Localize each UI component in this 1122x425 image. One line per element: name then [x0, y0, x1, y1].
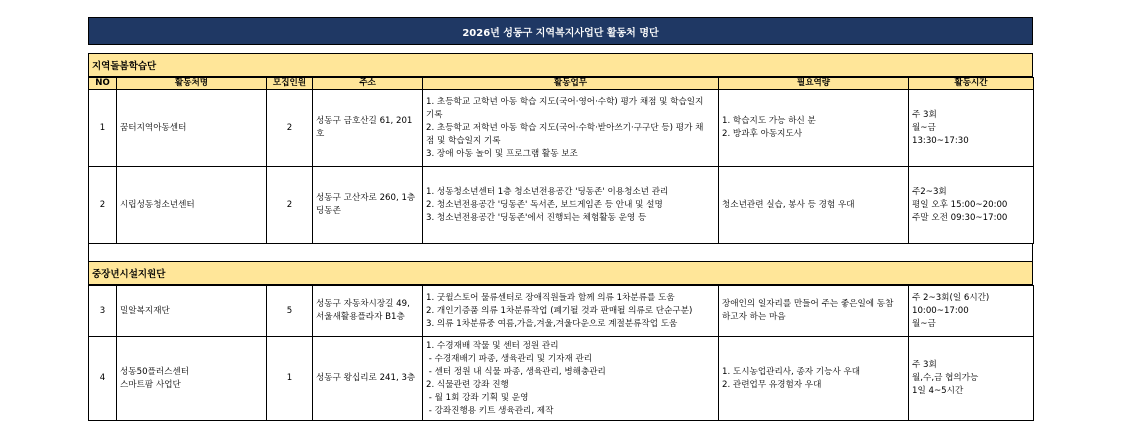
- cell-tasks-line: 2. 식물관련 강좌 진행: [426, 379, 509, 390]
- cell-name-line: 밀알복지재단: [120, 305, 170, 316]
- cell-name-line: 스마트팜 사업단: [120, 379, 181, 390]
- cell-tasks-line: 2. 청소년전용공간 '딩동존' 독서존, 보드게임존 등 안내 및 설명: [426, 199, 663, 210]
- cell-address: [313, 337, 423, 421]
- cell-skills-line: 장애인의 일자리를 만들어 주는 좋은일에 동참: [722, 299, 894, 309]
- cell-time-line: 주 3회: [912, 109, 937, 120]
- cell-tasks-line: 1. 수경재배 작물 및 센터 정원 관리: [426, 340, 559, 351]
- cell-name: [117, 286, 267, 337]
- col-header-count: 모집인원: [267, 78, 313, 90]
- cell-tasks: [423, 167, 719, 244]
- cell-skills-line: 2. 관련업무 유경험자 우대: [722, 379, 822, 390]
- cell-skills-line: 하고자 하는 마음: [722, 312, 786, 322]
- sheet-title: 2026년 성동구 지역복지사업단 활동처 명단: [88, 17, 1033, 45]
- cell-no: 2: [89, 167, 117, 244]
- cell-name-line: 시립성동청소년센터: [120, 199, 195, 210]
- cell-address-line: 성동구 왕십리로 241, 3층: [316, 373, 416, 383]
- cell-time-line: 주말 오전 09:30~17:00: [912, 212, 1008, 223]
- cell-skills: [719, 167, 909, 244]
- col-header-time: 활동시간: [909, 78, 1034, 90]
- cell-tasks: [423, 337, 719, 421]
- cell-address-line: 딩동존: [316, 206, 341, 216]
- cell-tasks-line: - 강좌진행용 키트 생육관리, 제작: [426, 405, 554, 416]
- cell-address-line: 성동구 자동차시장길 49,: [316, 299, 410, 309]
- cell-tasks-line: 1. 굿윌스토어 물류센터로 장애직원들과 함께 의류 1차분류를 도움: [426, 292, 675, 303]
- roster-sheet: [88, 17, 1033, 421]
- cell-time-line: 월,수,금 협의가능: [912, 373, 979, 383]
- cell-name-line: 꿈터지역아동센터: [120, 122, 187, 133]
- table-header-row: [89, 78, 1034, 90]
- cell-time-line: 월~금: [912, 122, 936, 133]
- roster-table-2: [88, 285, 1034, 421]
- cell-tasks-line: - 월 1회 강좌 기획 및 운영: [426, 392, 529, 403]
- col-header-skills: 필요역량: [719, 78, 909, 90]
- col-header-name: 활동처명: [117, 78, 267, 90]
- cell-time: [909, 167, 1034, 244]
- cell-skills-line: 1. 학습지도 가능 하신 분: [722, 116, 816, 126]
- spacer: [88, 45, 1033, 53]
- col-header-no: NO: [89, 78, 117, 90]
- cell-skills: [719, 286, 909, 337]
- cell-no: 4: [89, 337, 117, 421]
- cell-skills-line: 2. 방과후 아동지도사: [722, 129, 803, 139]
- section-header-midlife-support: 중장년시설지원단: [88, 261, 1033, 285]
- cell-skills-line: 청소년관련 실습, 봉사 등 경험 우대: [722, 199, 855, 210]
- cell-time-line: 주 2~3회(일 6시간): [912, 292, 990, 303]
- cell-tasks-line: 점 및 학습일지 기록: [426, 135, 501, 146]
- cell-address: [313, 167, 423, 244]
- cell-time-line: 월~금: [912, 318, 936, 329]
- cell-time: [909, 337, 1034, 421]
- cell-tasks-line: 1. 성동청소년센터 1층 청소년전용공간 '딩동존' 이용청소년 관리: [426, 186, 669, 197]
- cell-tasks-line: 3. 장애 아동 놀이 및 프로그램 활동 보조: [426, 148, 578, 159]
- table-row: [89, 90, 1034, 167]
- cell-skills: [719, 90, 909, 167]
- cell-no: 1: [89, 90, 117, 167]
- cell-count: 5: [267, 286, 313, 337]
- table-row: [89, 337, 1034, 421]
- cell-time: [909, 286, 1034, 337]
- cell-skills-line: 1. 도시농업관리사, 종자 기능사 우대: [722, 366, 861, 377]
- cell-tasks-line: 2. 개인기증품 의류 1차분류작업 (폐기될 것과 판매될 의류로 단순구분): [426, 305, 693, 316]
- cell-name-line: 성동50플러스센터: [120, 366, 190, 377]
- cell-skills: [719, 337, 909, 421]
- cell-name: [117, 337, 267, 421]
- cell-time-line: 주2~3회: [912, 186, 947, 197]
- cell-address-line: 서울새활용플라자 B1층: [316, 312, 405, 322]
- cell-tasks-line: 1. 초등학교 고학년 아동 학습 지도(국어·영어·수학) 평가 채점 및 학습일지: [426, 96, 704, 107]
- cell-address-line: 성동구 고산자로 260, 1층: [316, 193, 416, 203]
- spacer: [88, 244, 1033, 261]
- col-header-tasks: 활동업무: [423, 78, 719, 90]
- cell-time-line: 평일 오후 15:00~20:00: [912, 199, 1008, 210]
- cell-time-line: 10:00~17:00: [912, 305, 969, 316]
- cell-tasks: [423, 90, 719, 167]
- cell-address-line: 성동구 금호산길 61, 201호: [316, 116, 413, 139]
- cell-tasks-line: - 센터 정원 내 식물 파종, 생육관리, 병해충관리: [426, 366, 606, 377]
- cell-tasks-line: - 수경재배기 파종, 생육관리 및 기자재 관리: [426, 353, 593, 364]
- roster-table-1: [88, 77, 1034, 244]
- section-header-care-learning: 지역돌봄학습단: [88, 53, 1033, 77]
- cell-no: 3: [89, 286, 117, 337]
- cell-tasks-line: 기록: [426, 109, 443, 120]
- cell-time: [909, 90, 1034, 167]
- cell-time-line: 주 3회: [912, 360, 937, 370]
- cell-tasks-line: 3. 의류 1차분류중 여름,가을,겨울,겨울다운으로 계절분류작업 도움: [426, 318, 678, 329]
- cell-count: 2: [267, 90, 313, 167]
- cell-count: 1: [267, 337, 313, 421]
- cell-count: 2: [267, 167, 313, 244]
- cell-address: [313, 286, 423, 337]
- cell-address: [313, 90, 423, 167]
- table-row: [89, 167, 1034, 244]
- cell-tasks-line: 3. 청소년전용공간 '딩동존'에서 진행되는 체험활동 운영 등: [426, 212, 647, 223]
- cell-name: [117, 167, 267, 244]
- col-header-address: 주소: [313, 78, 423, 90]
- cell-tasks-line: 2. 초등학교 저학년 아동 학습 지도(국어·수학·받아쓰기·구구단 등) 평가 채: [426, 122, 704, 133]
- cell-time-line: 13:30~17:30: [912, 135, 969, 146]
- cell-time-line: 1일 4~5시간: [912, 386, 964, 396]
- table-row: [89, 286, 1034, 337]
- cell-name: [117, 90, 267, 167]
- cell-tasks: [423, 286, 719, 337]
